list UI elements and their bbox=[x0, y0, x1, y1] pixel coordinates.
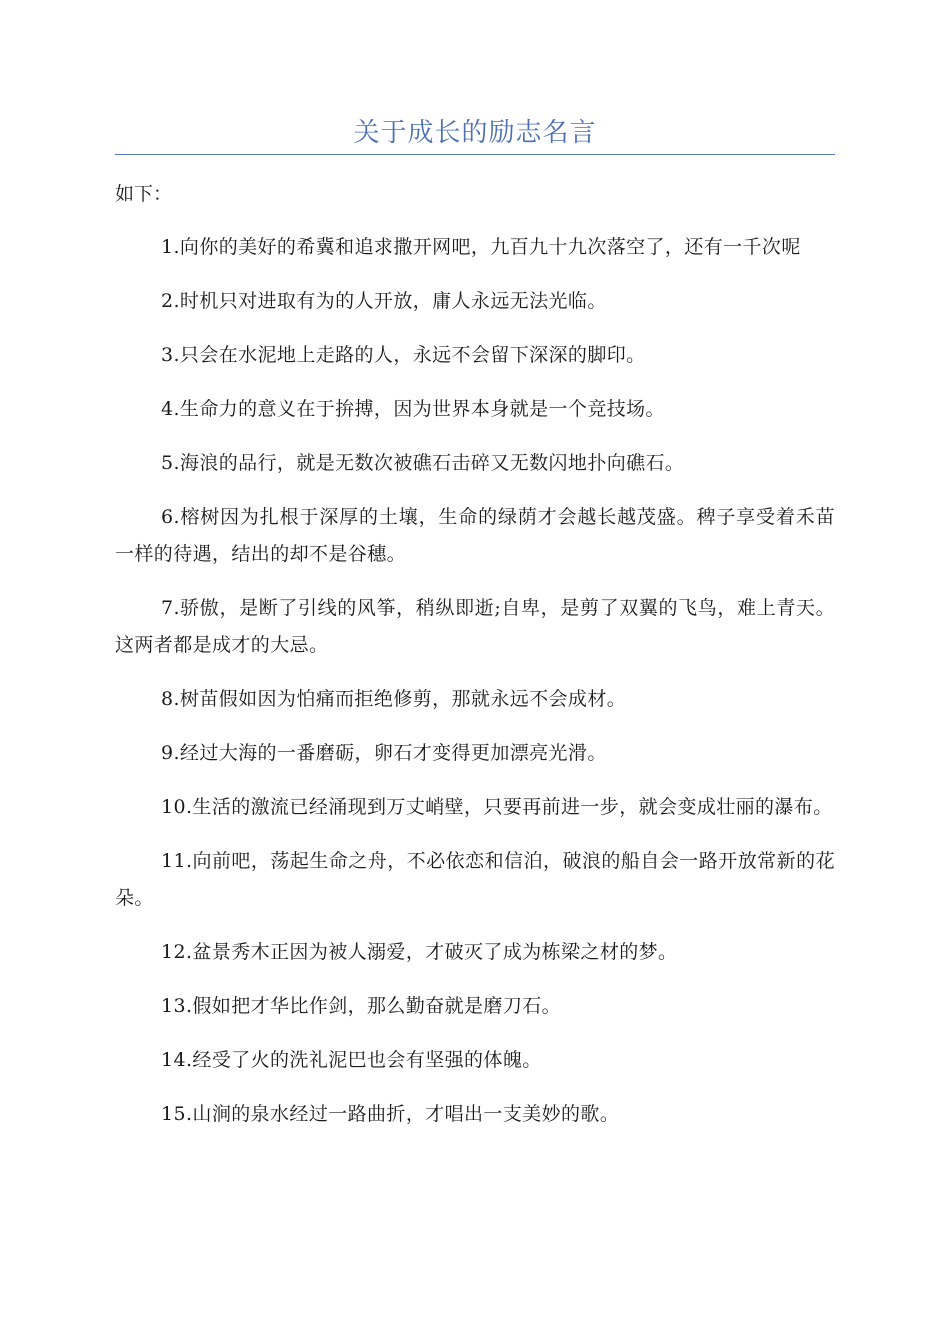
quote-item: 7.骄傲，是断了引线的风筝，稍纵即逝;自卑，是剪了双翼的飞鸟，难上青天。这两者都是成才的大忌。 bbox=[115, 597, 835, 656]
quote-item: 12.盆景秀木正因为被人溺爱，才破灭了成为栋梁之材的梦。 bbox=[161, 941, 678, 963]
document-body bbox=[115, 176, 835, 1150]
intro-text: 如下： bbox=[115, 183, 173, 205]
quote-item: 4.生命力的意义在于拚搏，因为世界本身就是一个竞技场。 bbox=[161, 398, 665, 420]
quote-item: 3.只会在水泥地上走路的人，永远不会留下深深的脚印。 bbox=[161, 344, 646, 366]
document-title: 关于成长的励志名言 bbox=[353, 118, 597, 148]
quote-item: 1.向你的美好的希冀和追求撒开网吧，九百九十九次落空了，还有一千次呢 bbox=[161, 236, 801, 258]
quote-item: 13.假如把才华比作剑，那么勤奋就是磨刀石。 bbox=[161, 995, 562, 1017]
quote-item: 9.经过大海的一番磨砺，卵石才变得更加漂亮光滑。 bbox=[161, 742, 607, 764]
quote-item: 15.山涧的泉水经过一路曲折，才唱出一支美妙的歌。 bbox=[161, 1103, 620, 1125]
quote-item: 5.海浪的品行，就是无数次被礁石击碎又无数闪地扑向礁石。 bbox=[161, 452, 685, 474]
quote-item: 2.时机只对进取有为的人开放，庸人永远无法光临。 bbox=[161, 290, 607, 312]
quote-item: 14.经受了火的洗礼泥巴也会有坚强的体魄。 bbox=[161, 1049, 542, 1071]
quote-item: 6.榕树因为扎根于深厚的土壤，生命的绿荫才会越长越茂盛。稗子享受着禾苗一样的待遇，结出的却不是谷穗。 bbox=[115, 506, 835, 565]
quote-item: 11.向前吧，荡起生命之舟，不必依恋和信泊，破浪的船自会一路开放常新的花朵。 bbox=[115, 850, 835, 909]
quote-item: 8.树苗假如因为怕痛而拒绝修剪，那就永远不会成材。 bbox=[161, 688, 627, 710]
title-underline bbox=[115, 154, 835, 155]
quote-item: 10.生活的激流已经涌现到万丈峭壁，只要再前进一步，就会变成壮丽的瀑布。 bbox=[161, 796, 833, 818]
